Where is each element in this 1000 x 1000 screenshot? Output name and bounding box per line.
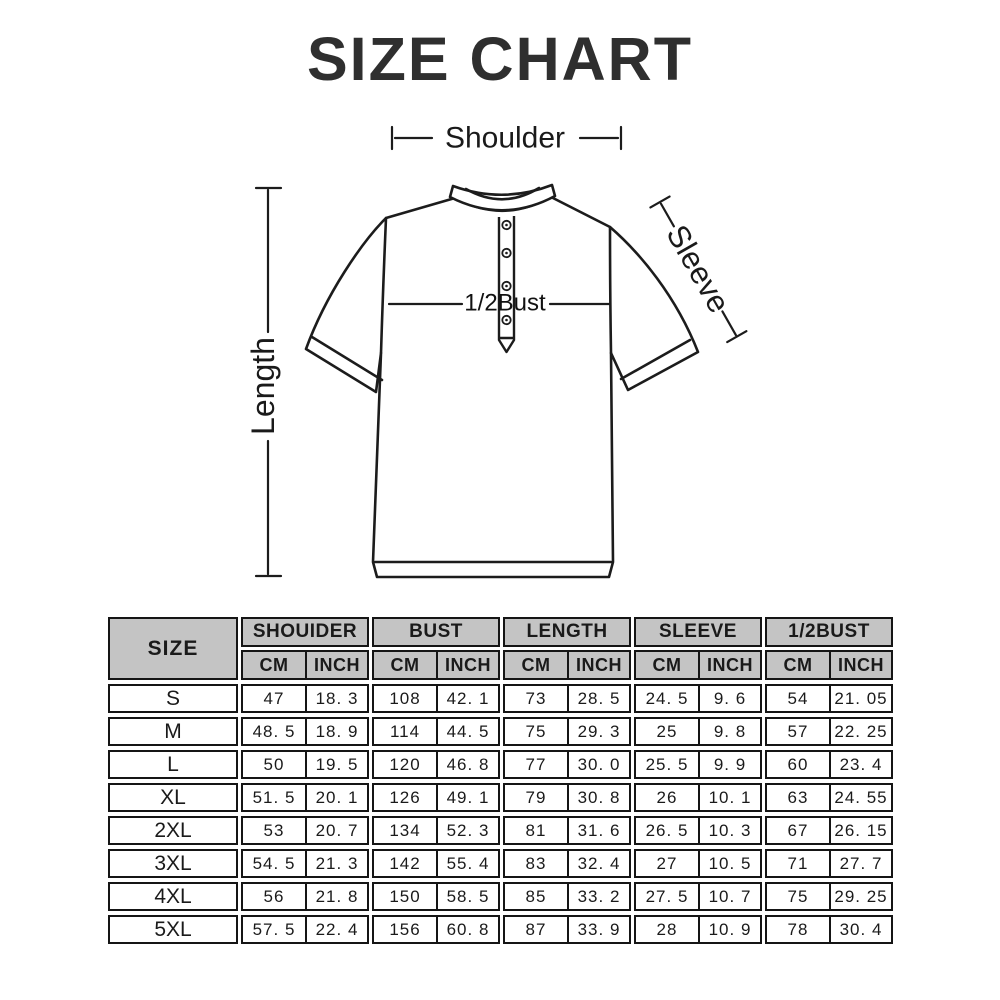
cm-value: 51. 5 [252,787,296,807]
measurement-cell-group [765,717,893,746]
measurement-cell-group [372,684,500,713]
inch-value: 9. 9 [698,752,760,777]
inch-value: 21. 3 [305,851,367,876]
inch-value: 33. 9 [567,917,629,942]
table-row [108,915,898,944]
cm-value: 25 [656,721,678,741]
measurement-cell-group [503,717,631,746]
inch-value: 22. 4 [305,917,367,942]
cm-value: 57 [787,721,809,741]
measurement-cell-group [503,882,631,911]
size-cell: S [108,684,238,713]
table-body [108,684,898,944]
size-cell: 2XL [108,816,238,845]
group-label: 1/2BUST [765,617,893,647]
table-row [108,684,898,713]
inch-value: 30. 8 [567,785,629,810]
group-label: LENGTH [503,617,631,647]
measurement-cell-group [634,750,762,779]
group-label: SLEEVE [634,617,762,647]
cm-value: 24. 5 [645,688,689,708]
measurement-cell-group [503,915,631,944]
cm-value: 120 [389,754,421,774]
cm-value: 67 [787,820,809,840]
cm-value: 78 [787,919,809,939]
cm-value: 126 [389,787,421,807]
inch-value: 46. 8 [436,752,498,777]
measurement-cell-group [765,783,893,812]
measurement-cell-group [765,849,893,878]
inch-value: 9. 6 [698,686,760,711]
group-label: BUST [372,617,500,647]
measurement-cell-group [634,717,762,746]
cm-value: 83 [525,853,547,873]
measurement-cell-group [503,750,631,779]
cm-value: 87 [525,919,547,939]
column-group-shoulder [241,617,369,680]
unit-inch-header: INCH [829,652,891,678]
cm-value: 50 [263,754,285,774]
measurement-cell-group [241,849,369,878]
inch-value: 29. 25 [829,884,891,909]
inch-value: 26. 15 [829,818,891,843]
table-row [108,816,898,845]
cm-value: 150 [389,886,421,906]
inch-value: 10. 5 [698,851,760,876]
group-label: SHOUIDER [241,617,369,647]
measurement-cell-group [372,783,500,812]
measurement-cell-group [372,717,500,746]
inch-value: 30. 4 [829,917,891,942]
inch-value: 52. 3 [436,818,498,843]
unit-cm-header: CM [259,654,289,675]
cm-value: 108 [389,688,421,708]
inch-value: 29. 3 [567,719,629,744]
inch-value: 21. 8 [305,884,367,909]
measurement-cell-group [241,684,369,713]
inch-value: 20. 7 [305,818,367,843]
cm-value: 156 [389,919,421,939]
measurement-cell-group [634,849,762,878]
unit-inch-header: INCH [436,652,498,678]
inch-value: 60. 8 [436,917,498,942]
inch-value: 20. 1 [305,785,367,810]
cm-value: 79 [525,787,547,807]
shirt-measurement-diagram [0,95,1000,620]
size-cell: 4XL [108,882,238,911]
cm-value: 63 [787,787,809,807]
cm-value: 27 [656,853,678,873]
cm-value: 71 [787,853,809,873]
table-row [108,849,898,878]
inch-value: 49. 1 [436,785,498,810]
size-cell: 3XL [108,849,238,878]
cm-value: 60 [787,754,809,774]
cm-value: 27. 5 [645,886,689,906]
measurement-cell-group [372,750,500,779]
measurement-cell-group [634,882,762,911]
column-group-half-bust [765,617,893,680]
inch-value: 10. 1 [698,785,760,810]
measurement-cell-group [765,882,893,911]
measurement-cell-group [503,816,631,845]
inch-value: 10. 7 [698,884,760,909]
measurement-cell-group [503,684,631,713]
cm-value: 54 [787,688,809,708]
measurement-cell-group [372,849,500,878]
measurement-cell-group [634,783,762,812]
inch-value: 9. 8 [698,719,760,744]
inch-value: 18. 9 [305,719,367,744]
measurement-cell-group [765,684,893,713]
cm-value: 47 [263,688,285,708]
cm-value: 75 [525,721,547,741]
measurement-cell-group [241,750,369,779]
measurement-cell-group [241,783,369,812]
measurement-cell-group [372,816,500,845]
table-row [108,882,898,911]
cm-value: 28 [656,919,678,939]
cm-value: 75 [787,886,809,906]
table-header [108,617,898,680]
measurement-cell-group [241,717,369,746]
cm-value: 81 [525,820,547,840]
inch-value: 10. 3 [698,818,760,843]
size-column-header: SIZE [108,617,238,680]
cm-value: 77 [525,754,547,774]
cm-value: 73 [525,688,547,708]
measurement-cell-group [634,684,762,713]
measurement-cell-group [503,849,631,878]
unit-inch-header: INCH [567,652,629,678]
unit-inch-header: INCH [305,652,367,678]
shoulder-dimension [392,122,621,155]
half-bust-dimension-label: 1/2Bust [464,289,546,317]
page-title: SIZE CHART [307,25,693,93]
unit-cm-header: CM [783,654,813,675]
measurement-cell-group [241,915,369,944]
measurement-cell-group [241,882,369,911]
cm-value: 134 [389,820,421,840]
table-row [108,717,898,746]
unit-cm-header: CM [521,654,551,675]
measurement-cell-group [634,915,762,944]
inch-value: 44. 5 [436,719,498,744]
column-group-bust [372,617,500,680]
inch-value: 24. 55 [829,785,891,810]
measurement-cell-group [241,816,369,845]
length-dimension-label: Length [245,337,281,435]
size-cell: 5XL [108,915,238,944]
measurement-cell-group [765,915,893,944]
inch-value: 42. 1 [436,686,498,711]
cm-value: 57. 5 [252,919,296,939]
inch-value: 55. 4 [436,851,498,876]
inch-value: 31. 6 [567,818,629,843]
placket [497,214,517,354]
inch-value: 19. 5 [305,752,367,777]
unit-inch-header: INCH [698,652,760,678]
measurement-cell-group [765,816,893,845]
measurement-cell-group [634,816,762,845]
inch-value: 22. 25 [829,719,891,744]
cm-value: 26. 5 [645,820,689,840]
cm-value: 54. 5 [252,853,296,873]
size-cell: L [108,750,238,779]
inch-value: 28. 5 [567,686,629,711]
sleeve-dimension-label: Sleeve [659,219,737,319]
length-dimension [245,188,281,576]
size-cell: XL [108,783,238,812]
inch-value: 18. 3 [305,686,367,711]
inch-value: 30. 0 [567,752,629,777]
inch-value: 23. 4 [829,752,891,777]
inch-value: 10. 9 [698,917,760,942]
table-row [108,783,898,812]
unit-cm-header: CM [390,654,420,675]
column-group-sleeve [634,617,762,680]
measurement-cell-group [765,750,893,779]
size-cell: M [108,717,238,746]
cm-value: 53 [263,820,285,840]
cm-value: 56 [263,886,285,906]
cm-value: 142 [389,853,421,873]
inch-value: 58. 5 [436,884,498,909]
cm-value: 26 [656,787,678,807]
measurement-cell-group [372,882,500,911]
inch-value: 27. 7 [829,851,891,876]
cm-value: 48. 5 [252,721,296,741]
shoulder-dimension-label: Shoulder [444,121,566,155]
size-table [108,617,898,944]
measurement-cell-group [372,915,500,944]
table-row [108,750,898,779]
cm-value: 25. 5 [645,754,689,774]
column-group-length [503,617,631,680]
inch-value: 21. 05 [829,686,891,711]
cm-value: 85 [525,886,547,906]
measurement-cell-group [503,783,631,812]
inch-value: 32. 4 [567,851,629,876]
unit-cm-header: CM [652,654,682,675]
inch-value: 33. 2 [567,884,629,909]
cm-value: 114 [389,721,421,741]
